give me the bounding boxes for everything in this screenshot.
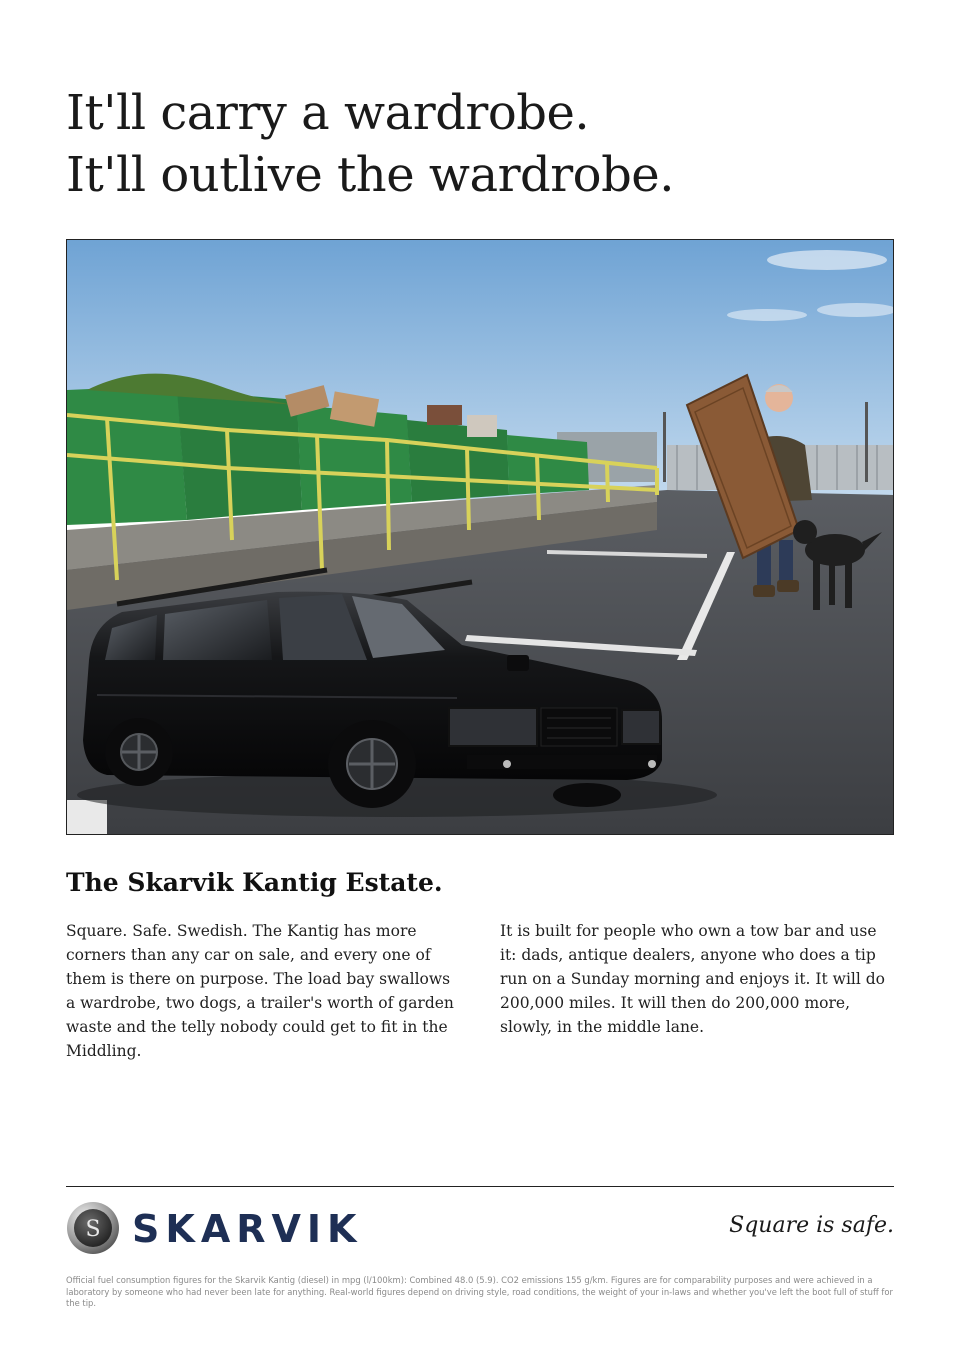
subhead: The Skarvik Kantig Estate. (66, 868, 443, 897)
headline-line-1: It'll carry a wardrobe. (66, 85, 590, 141)
hero-photo (66, 239, 894, 835)
brand-wordmark: SKARVIK (132, 1207, 363, 1251)
tagline: Square is safe. (729, 1213, 894, 1238)
footer-rule (66, 1186, 894, 1187)
legal-small-print: Official fuel consumption figures for the Skarvik Kantig (diesel) in mpg (l/100km): Combined 48.0 (5.9). CO2 emissions 155 g/km. Figures are for comparability purposes and were achieved in a laboratory by someone who had never been late for anything. Real-world figures depend on driving style, road conditions, the weight of your in-laws and whether you've left the boot full of stuff for the tip. (66, 1275, 893, 1308)
skarvik-badge-logo (66, 1201, 120, 1255)
body-column-right: It is built for people who own a tow bar and use it: dads, antique dealers, anyone who does a tip run on a Sunday morning and enjoys it. It will do 200,000 miles. It will then do 200,000 more, slowly, in the middle lane. (500, 922, 885, 1036)
body-column-left: Square. Safe. Swedish. The Kantig has more corners than any car on sale, and every one of them is there on purpose. The load bay swallows a wardrobe, two dogs, a trailer's worth of garden waste and the telly nobody could get to fit in the Middling. (66, 922, 454, 1060)
badge-letter: S (85, 1217, 101, 1242)
headline (66, 82, 674, 206)
headline-line-2: It'll outlive the wardrobe. (66, 147, 674, 203)
